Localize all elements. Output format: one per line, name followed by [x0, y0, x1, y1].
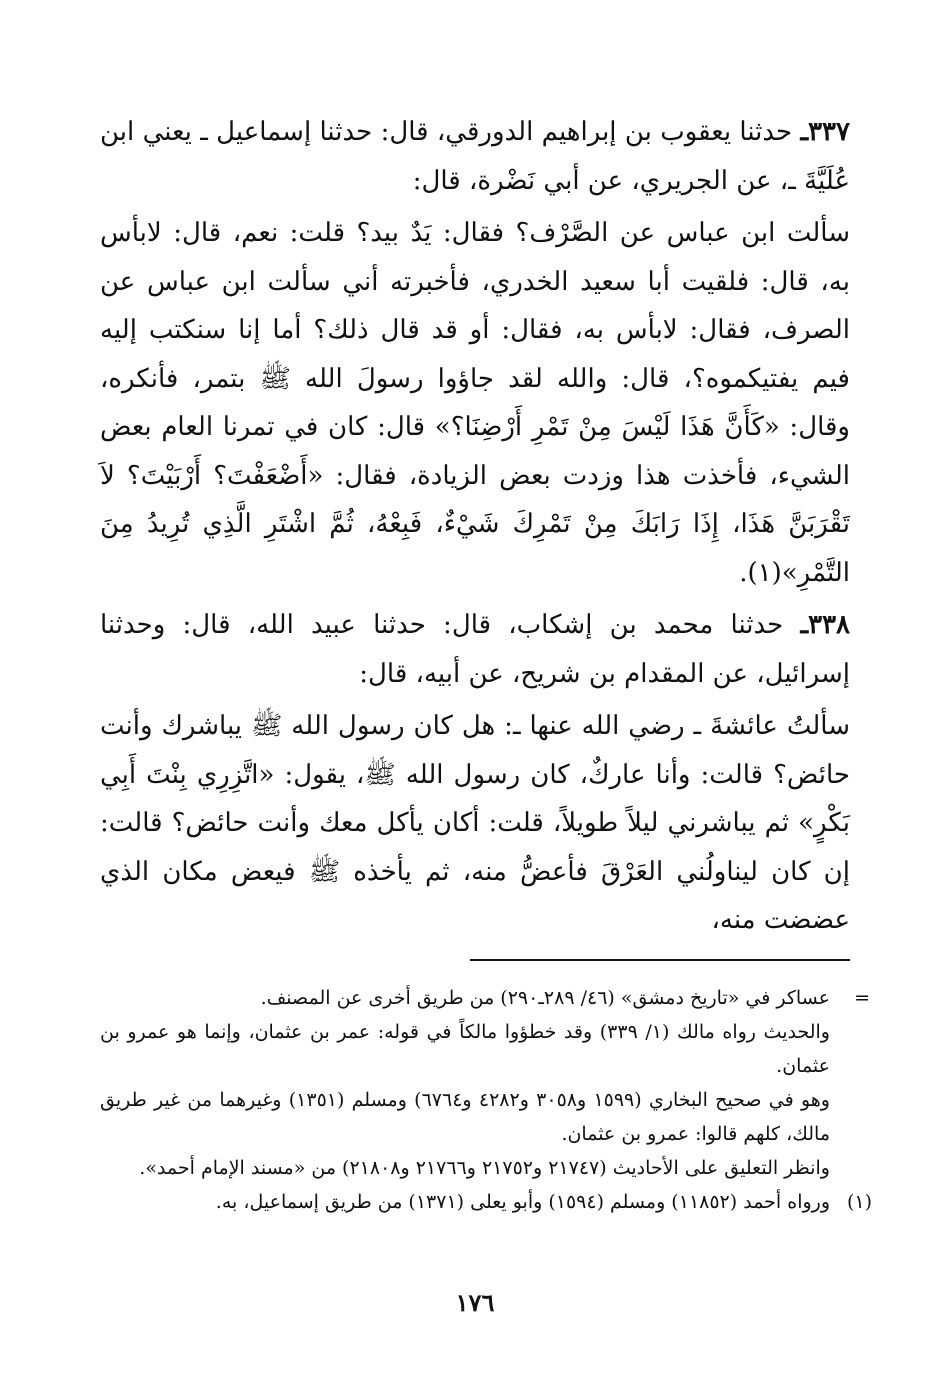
footnote-number: (١) [846, 1190, 872, 1213]
hadith-337-chain [100, 108, 850, 205]
footnote-line: عساكر في «تاريخ دمشق» (٤٦/ ٢٨٩ـ٢٩٠) من طريق أخرى عن المصنف. [260, 986, 830, 1009]
footnote-line: وهو في صحيح البخاري (١٥٩٩ و٣٠٥٨ و٤٢٨٢ و٦٧٦٤) ومسلم (١٣٥١) وغيرهما من غير طريق مالك، كلهم قالوا: عمرو بن عثمان. [100, 1088, 830, 1145]
page-number: ١٧٦ [455, 1288, 495, 1317]
footnote-1 [100, 1185, 872, 1219]
hadith-number: ٣٣٨ـ [800, 610, 851, 640]
isnad-text: حدثنا يعقوب بن إبراهيم الدورقي، قال: حدثنا إسماعيل ـ يعني ابن عُلَيَّةَ ـ، عن الجريري، عن أبي نَضْرة، قال: [100, 117, 850, 196]
hadith-338-text: سألتُ عائشةَ ـ رضي الله عنها ـ: هل كان رسول الله ﷺ يباشرك وأنت حائض؟ قالت: وأنا عاركٌ، كان رسول الله ﷺ، يقول: «اتَّزِرِي بِنْتَ أَبِي بَكْرٍ» ثم يباشرني ليلاً طويلاً، قلت: أكان يأكل معك وأنت حائض؟ قالت: إن كان ليناولُني العَرْقَ فأعضُّ منه، ثم يأخذه ﷺ فيعض مكان الذي عضضت منه، [100, 711, 850, 935]
continuation-mark: = [854, 986, 870, 1009]
isnad-text: حدثنا محمد بن إشكاب، قال: حدثنا عبيد الله، قال: وحدثنا إسرائيل، عن المقدام بن شريح، عن أبيه، قال: [100, 610, 850, 689]
footnote-line: والحديث رواه مالك (١/ ٣٣٩) وقد خطؤوا مالكاً في قوله: عمر بن عثمان، وإنما هو عمرو بن عثمان. [100, 1020, 830, 1077]
footnotes [100, 981, 872, 1219]
footnote-text: ورواه أحمد (١١٨٥٢) ومسلم (١٥٩٤) وأبو يعلى (١٣٧١) من طريق إسماعيل، به. [215, 1190, 830, 1213]
footnote-line: وانظر التعليق على الأحاديث (٢١٧٤٧ و٢١٧٥٢ و٢١٧٦٦ و٢١٨٠٨) من «مسند الإمام أحمد». [139, 1156, 830, 1179]
hadith-number: ٣٣٧ـ [800, 117, 850, 147]
footnote-continued [100, 981, 870, 1015]
hadith-338-chain [100, 601, 850, 698]
hadith-337-text: سألت ابن عباس عن الصَّرْف؟ فقال: يَدٌ بيد؟ قلت: نعم، قال: لابأس به، قال: فلقيت أبا سعيد الخدري، فأخبرته أني سألت ابن عباس عن الصرف، فقال: لابأس به، فقال: أو قد قال ذلك؟ أما إنا سنكتب إليه فيم يفتيكموه؟، قال: والله لقد جاؤوا رسولَ الله ﷺ بتمر، فأنكره، وقال: «كَأَنَّ هَذَا لَيْسَ مِنْ تَمْرِ أَرْضِنَا؟» قال: كان في تمرنا العام بعض الشيء، فأخذت هذا وزدت بعض الزيادة، فقال: «أَضْعَفْتَ؟ أَرْبَيْتَ؟ لاَ تَقْرَبَنَّ هَذَا، إِذَا رَابَكَ مِنْ تَمْرِكَ شَيْءٌ، فَبِعْهُ، ثُمَّ اشْتَرِ الَّذِي تُرِيدُ مِنَ التَّمْرِ»(١). [100, 218, 850, 588]
footnote-divider [470, 959, 850, 961]
